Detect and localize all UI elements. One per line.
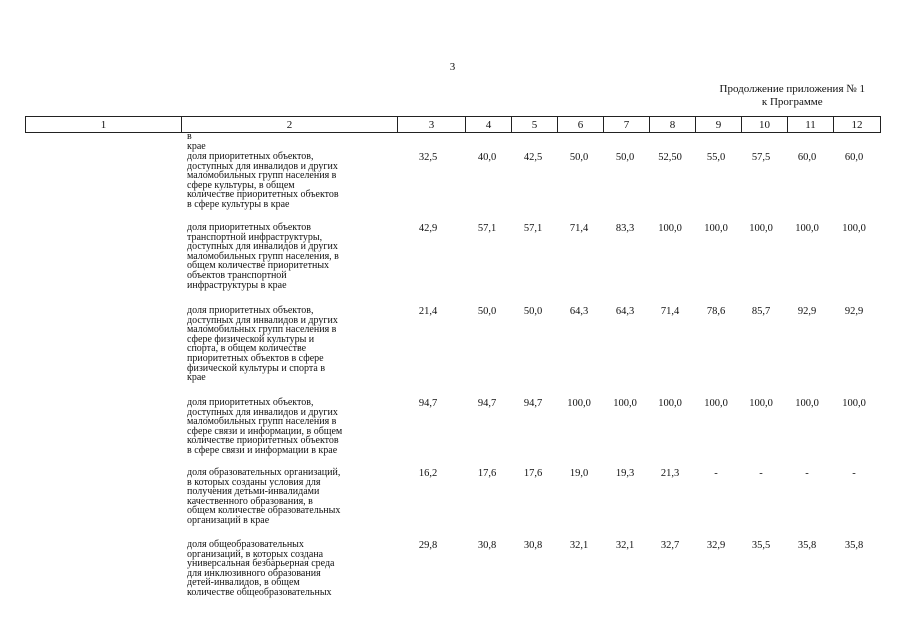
value-cell: 19,0 xyxy=(569,468,589,479)
value-cell: 64,3 xyxy=(615,306,635,317)
column-header-10: 10 xyxy=(742,117,788,133)
value-cell: 94,7 xyxy=(523,398,543,409)
value-cell: 32,7 xyxy=(660,540,680,551)
column-header-3: 3 xyxy=(398,117,466,133)
value-cell: 21,3 xyxy=(660,468,680,479)
column-header-8: 8 xyxy=(650,117,696,133)
value-cell: 17,6 xyxy=(523,468,543,479)
value-cell: 100,0 xyxy=(749,398,773,409)
value-cell: 57,1 xyxy=(523,223,543,234)
value-cell: 19,3 xyxy=(615,468,635,479)
value-cell: 100,0 xyxy=(842,223,866,234)
value-cell: 100,0 xyxy=(658,398,682,409)
value-cell: 100,0 xyxy=(795,223,819,234)
value-cell: 32,1 xyxy=(569,540,589,551)
value-cell: 50,0 xyxy=(523,306,543,317)
row-description: доля приоритетных объектов, доступных для инвалидов и других маломобильных групп населения в сфере физической культуры и спорта, в общем количестве приоритетных объектов в сфере физической культуры и спорта в крае xyxy=(187,305,338,384)
value-cell: 57,1 xyxy=(477,223,497,234)
value-cell: 92,9 xyxy=(797,306,817,317)
row-description: доля образовательных организаций, в которых созданы условия для получения детьми-инвалидами качественного образования, в общем количестве образовательных организаций в крае xyxy=(187,467,341,526)
value-cell: - xyxy=(852,468,856,479)
value-cell: 64,3 xyxy=(569,306,589,317)
value-cell: 94,7 xyxy=(418,398,438,409)
value-cell: 32,9 xyxy=(706,540,726,551)
value-cell: 100,0 xyxy=(842,398,866,409)
value-cell: 83,3 xyxy=(615,223,635,234)
value-cell: 40,0 xyxy=(477,152,497,163)
column-header-7: 7 xyxy=(604,117,650,133)
row-description: доля приоритетных объектов, доступных для инвалидов и других маломобильных групп населения в сфере связи и информации, в общем количестве приоритетных объектов в сфере связи и информации в крае xyxy=(187,397,343,456)
column-header-12: 12 xyxy=(834,117,881,133)
value-cell: 32,5 xyxy=(418,152,438,163)
value-cell: 71,4 xyxy=(660,306,680,317)
value-cell: 100,0 xyxy=(567,398,591,409)
value-cell: 71,4 xyxy=(569,223,589,234)
value-cell: 57,5 xyxy=(751,152,771,163)
column-header-5: 5 xyxy=(512,117,558,133)
value-cell: 92,9 xyxy=(844,306,864,317)
value-cell: 100,0 xyxy=(613,398,637,409)
value-cell: 35,8 xyxy=(844,540,864,551)
column-header-4: 4 xyxy=(466,117,512,133)
value-cell: 17,6 xyxy=(477,468,497,479)
value-cell: 100,0 xyxy=(658,223,682,234)
value-cell: - xyxy=(805,468,809,479)
value-cell: 50,0 xyxy=(615,152,635,163)
value-cell: 60,0 xyxy=(797,152,817,163)
column-header-9: 9 xyxy=(696,117,742,133)
value-cell: 35,5 xyxy=(751,540,771,551)
value-cell: 29,8 xyxy=(418,540,438,551)
row-description: доля приоритетных объектов транспортной инфраструктуры, доступных для инвалидов и других маломобильных групп населения, в общем количестве приоритетных объектов транспортной инфраструктуры в крае xyxy=(187,222,339,291)
value-cell: 94,7 xyxy=(477,398,497,409)
value-cell: 50,0 xyxy=(569,152,589,163)
value-cell: 100,0 xyxy=(704,223,728,234)
value-cell: 21,4 xyxy=(418,306,438,317)
value-cell: - xyxy=(759,468,763,479)
value-cell: 32,1 xyxy=(615,540,635,551)
appendix-caption-line2: к Программе xyxy=(761,96,823,108)
continued-text: в крае xyxy=(187,131,206,152)
value-cell: 55,0 xyxy=(706,152,726,163)
value-cell: 78,6 xyxy=(706,306,726,317)
row-description: доля общеобразовательных организаций, в которых создана универсальная безбарьерная среда для инклюзивного образования детей-инвалидов, в общем количестве общеобразовательных xyxy=(187,539,335,598)
value-cell: 35,8 xyxy=(797,540,817,551)
value-cell: 100,0 xyxy=(704,398,728,409)
appendix-caption xyxy=(720,83,865,109)
value-cell: 50,0 xyxy=(477,306,497,317)
value-cell: 16,2 xyxy=(418,468,438,479)
value-cell: 52,50 xyxy=(658,152,682,163)
column-number-header xyxy=(25,116,881,133)
appendix-caption-line1: Продолжение приложения № 1 xyxy=(719,83,865,95)
value-cell: 42,5 xyxy=(523,152,543,163)
value-cell: 30,8 xyxy=(523,540,543,551)
value-cell: 30,8 xyxy=(477,540,497,551)
column-header-11: 11 xyxy=(788,117,834,133)
column-header-6: 6 xyxy=(558,117,604,133)
value-cell: 42,9 xyxy=(418,223,438,234)
value-cell: 100,0 xyxy=(795,398,819,409)
value-cell: - xyxy=(714,468,718,479)
column-header-1: 1 xyxy=(26,117,182,133)
value-cell: 60,0 xyxy=(844,152,864,163)
value-cell: 100,0 xyxy=(749,223,773,234)
page-number: 3 xyxy=(449,61,456,73)
value-cell: 85,7 xyxy=(751,306,771,317)
row-description: доля приоритетных объектов, доступных для инвалидов и других маломобильных групп населения в сфере культуры, в общем количестве приоритетных объектов в сфере культуры в крае xyxy=(187,151,339,210)
column-header-2: 2 xyxy=(182,117,398,133)
